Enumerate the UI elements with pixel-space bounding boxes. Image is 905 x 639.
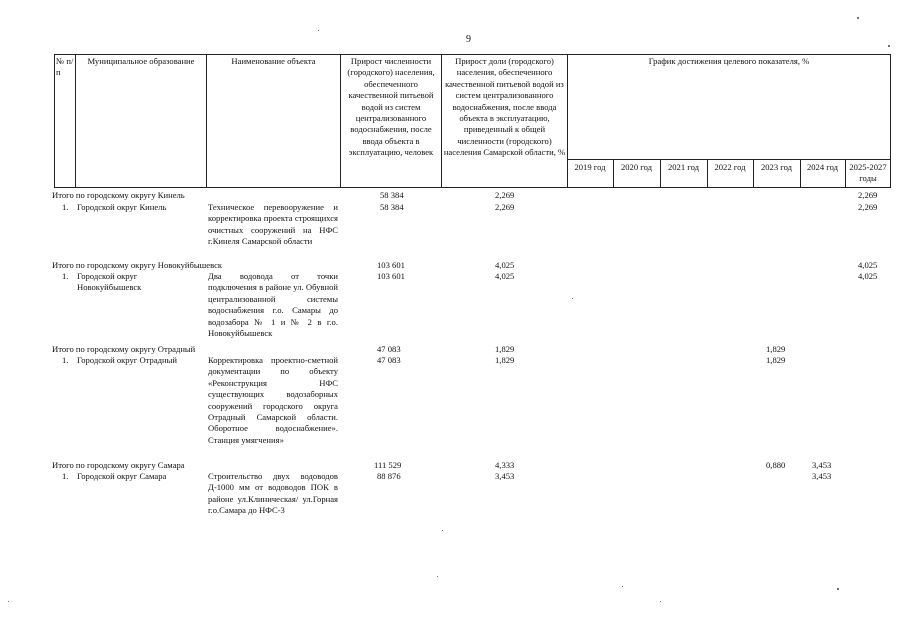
row-2023: 1,829: [766, 355, 786, 365]
header-year-2024: 2024 год: [806, 162, 839, 172]
header-object-name: Наименование объекта: [231, 56, 316, 66]
section-total-2025-2027: 4,025: [858, 260, 878, 270]
row-number: 1.: [62, 202, 69, 212]
section-total-2023: 0,880: [766, 460, 786, 470]
header-year-2025-2027: 2025-2027 годы: [849, 162, 887, 184]
scan-speck: [442, 530, 443, 531]
section-total-2023: 1,829: [766, 344, 786, 354]
section-total-label: Итого по городскому округу Новокуйбышевск: [52, 260, 223, 270]
section-total-share: 4,025: [495, 260, 515, 270]
row-number: 1.: [62, 471, 69, 481]
header-year-2021: 2021 год: [667, 162, 700, 172]
header-no: № п/п: [56, 56, 74, 78]
scan-speck: [660, 601, 661, 602]
row-municipality: Городской округ Отрадный: [77, 355, 177, 365]
row-municipality: Городской округ Самара: [77, 471, 167, 481]
row-population: 88 876: [377, 471, 401, 481]
row-share: 3,453: [495, 471, 515, 481]
row-share: 4,025: [495, 271, 515, 281]
scan-speck: [318, 30, 319, 31]
row-2025-2027: 4,025: [858, 271, 878, 281]
row-share: 1,829: [495, 355, 515, 365]
header-schedule: График достижения целевого показателя, %: [648, 56, 810, 66]
row-object: Корректировка проектно-сметной документации по объекту «Реконструкция НФС существующих водозаборных сооружений городского округа Отрадный Самарской области. Оборотное водоснабжение». Станция умягчения»: [208, 355, 338, 445]
row-object: Два водовода от точки подключения в районе ул. Обувной централизованной системы водоснабжения г.о. Самары до водозабора № 1 и № 2 в г.о. Новокуйбышевск: [208, 271, 338, 339]
header-divider: [441, 54, 442, 188]
row-object: Строительство двух водоводов Д-1000 мм от водоводов ПОК в районе ул.Клиническая/ ул.Горная г.о.Самара до НФС-3: [208, 471, 338, 516]
section-total-share: 1,829: [495, 344, 515, 354]
header-divider: [567, 159, 891, 160]
scan-speck: [437, 576, 438, 577]
section-total-population: 103 601: [377, 260, 405, 270]
header-divider: [206, 54, 207, 188]
row-municipality: Городской округ Кинель: [77, 202, 167, 212]
row-share: 2,269: [495, 202, 515, 212]
section-total-label: Итого по городскому округу Самара: [52, 460, 185, 470]
section-total-population: 47 083: [377, 344, 401, 354]
row-2024: 3,453: [812, 471, 832, 481]
section-total-population: 58 384: [380, 190, 404, 200]
header-population-growth: Прирост численности (городского) населения, обеспеченного качественной питьевой водой из систем централизованного водоснабжения, после ввода объекта в эксплуатацию, человек: [347, 56, 435, 158]
row-number: 1.: [62, 355, 69, 365]
header-year-2023: 2023 год: [760, 162, 793, 172]
row-number: 1.: [62, 271, 69, 281]
header-share-growth: Прирост доли (городского) населения, обеспеченного качественной питьевой водой из систем централизованного водоснабжения, после ввода объекта в эксплуатацию, приведенный к общей численности (городского) населения Самарской области, %: [443, 56, 566, 158]
section-total-2025-2027: 2,269: [858, 190, 878, 200]
row-2025-2027: 2,269: [858, 202, 878, 212]
section-total-label: Итого по городскому округу Кинель: [52, 190, 185, 200]
row-object: Техническое перевооружение и корректировка проекта строящихся очистных сооружений на НФС г.Кинеля Самарской области: [208, 202, 338, 247]
scan-speck: [8, 601, 9, 602]
row-population: 47 083: [377, 355, 401, 365]
section-total-label: Итого по городскому округу Отрадный: [52, 344, 196, 354]
section-total-population: 111 529: [374, 460, 402, 470]
section-total-share: 2,269: [495, 190, 515, 200]
header-divider: [340, 54, 341, 188]
row-population: 58 384: [380, 202, 404, 212]
header-municipality: Муниципальное образование: [87, 56, 195, 66]
section-total-share: 4,333: [495, 460, 515, 470]
row-population: 103 601: [377, 271, 405, 281]
header-year-2020: 2020 год: [620, 162, 653, 172]
header-year-2019: 2019 год: [574, 162, 606, 172]
row-municipality: Городской округ Новокуйбышевск: [77, 271, 142, 293]
header-divider: [75, 54, 76, 188]
scan-speck: [622, 586, 623, 587]
page-number: 9: [466, 34, 471, 45]
scan-speck: [837, 588, 839, 590]
scan-speck: [572, 298, 573, 299]
scan-speck: [888, 45, 890, 47]
header-year-2022: 2022 год: [714, 162, 746, 172]
section-total-2024: 3,453: [812, 460, 832, 470]
scan-speck: [857, 17, 859, 19]
